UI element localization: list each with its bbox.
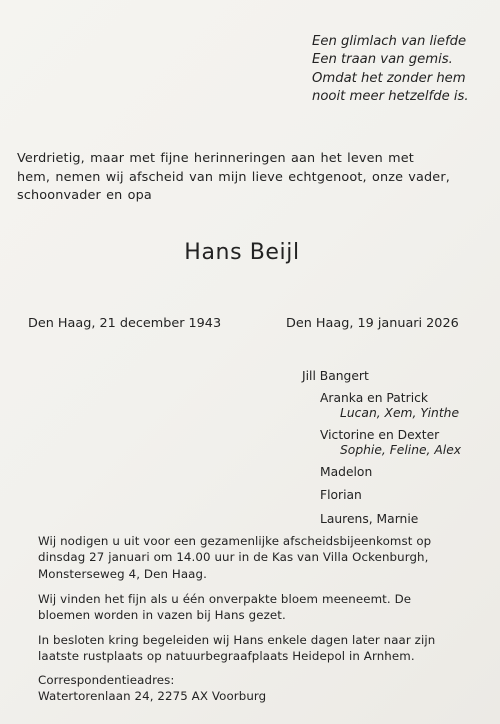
correspondence-address: Watertorenlaan 24, 2275 AX Voorburg [38,689,267,704]
invitation-paragraph [38,533,488,582]
grandchildren-names: Sophie, Feline, Alex [340,443,462,458]
death-date: Den Haag, 19 januari 2026 [286,316,459,331]
family-member-name: Jill Bangert [302,369,369,383]
family-child [302,511,492,528]
intro-text [17,150,487,206]
family-spouse [302,368,492,385]
invitation-line: Wij nodigen u uit voor een gezamenlijke afscheidsbijeenkomst op [38,534,432,548]
family-list [302,368,492,535]
intro-line: hem, nemen wij afscheid van mijn lieve echtgenoot, onze vader, [17,169,450,185]
family-child [302,390,492,422]
family-child [302,427,492,459]
burial-line: laatste rustplaats op natuurbegraafplaats Heidepol in Arnhem. [38,649,415,664]
birth-date: Den Haag, 21 december 1943 [28,316,222,331]
poem-line: Een traan van gemis. [312,52,453,68]
family-member-name: Laurens, Marnie [320,511,419,526]
family-child [302,464,492,481]
grandchildren-names: Lucan, Xem, Yinthe [340,406,460,421]
invitation-line: Monsterseweg 4, Den Haag. [38,566,207,581]
family-member-name: Aranka en Patrick [320,390,428,405]
poem-line: Omdat het zonder hem [312,70,466,86]
burial-line: In besloten kring begeleiden wij Hans enkele dagen later naar zijn [38,633,436,647]
correspondence-block [38,672,488,705]
flowers-line: bloemen worden in vazen bij Hans gezet. [38,608,286,623]
flowers-line: Wij vinden het fijn als u één onverpakte bloem meeneemt. De [38,592,412,606]
burial-paragraph [38,632,488,665]
family-child [302,487,492,504]
poem-line: Een glimlach van liefde [312,34,467,49]
poem [312,33,497,106]
invitation-line: dinsdag 27 januari om 14.00 uur in de Kas van Villa Ockenburgh, [38,550,429,565]
poem-line: nooit meer hetzelfde is. [312,88,469,104]
family-member-name: Florian [320,488,362,503]
intro-line: schoonvader en opa [17,188,152,203]
correspondence-label: Correspondentieadres: [38,673,175,687]
family-member-name: Victorine en Dexter [320,427,440,442]
family-member-name: Madelon [320,464,373,479]
deceased-name: Hans Beijl [184,240,300,265]
intro-line: Verdrietig, maar met fijne herinneringen aan het leven met [17,151,414,166]
flowers-paragraph [38,591,488,624]
